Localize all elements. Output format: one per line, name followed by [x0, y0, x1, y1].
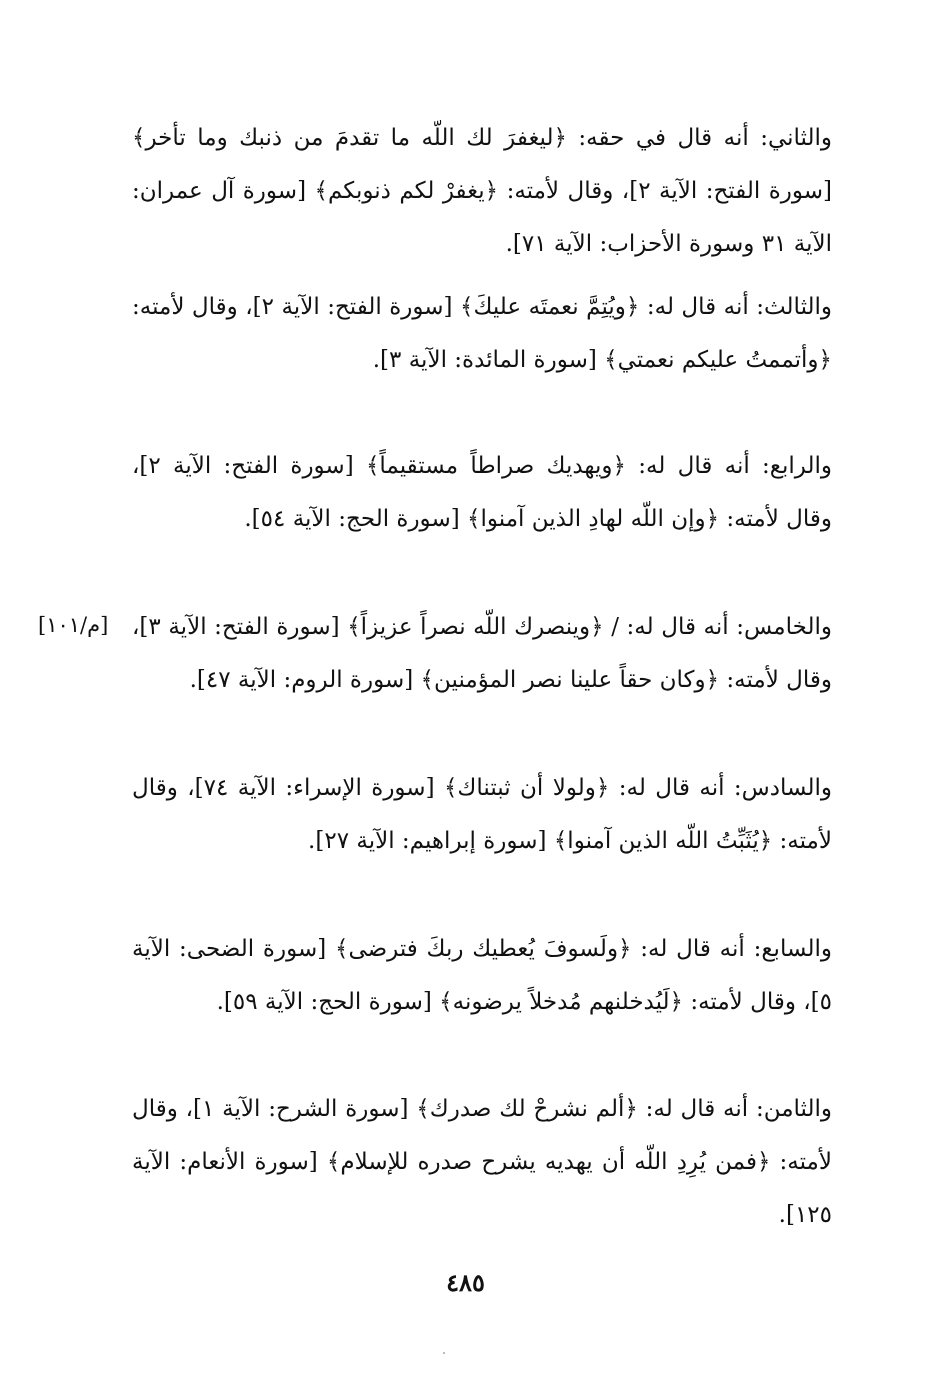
paragraph-fourth — [132, 440, 832, 546]
paragraph-eighth — [132, 1083, 832, 1242]
paragraph-text: والسادس: أنه قال له: ﴿ولولا أن ثبتناك﴾ [سورة الإسراء: الآية ٧٤]، وقال لأمته: ﴿يُثَبِّتُ اللّه الذين آمنوا﴾ [سورة إبراهيم: الآية ٢٧]. — [132, 775, 832, 854]
paragraph-text: والخامس: أنه قال له: / ﴿وينصرك اللّه نصراً عزيزاً﴾ [سورة الفتح: الآية ٣]، وقال لأمته: ﴿وكان حقاً علينا نصر المؤمنين﴾ [سورة الروم: الآية ٤٧]. — [132, 614, 832, 693]
paragraph-second — [132, 112, 832, 271]
paragraph-sixth — [132, 762, 832, 868]
paragraph-fifth — [132, 601, 832, 707]
scan-speck — [443, 1352, 445, 1354]
paragraph-text: والرابع: أنه قال له: ﴿ويهديك صراطاً مستقيماً﴾ [سورة الفتح: الآية ٢]، وقال لأمته: ﴿وإن اللّه لهادِ الذين آمنوا﴾ [سورة الحج: الآية ٥٤]. — [132, 453, 832, 532]
paragraph-third — [132, 281, 832, 387]
paragraph-text: والثاني: أنه قال في حقه: ﴿ليغفرَ لك اللّه ما تقدمَ من ذنبك وما تأخر﴾ [سورة الفتح: الآية ٢]، وقال لأمته: ﴿يغفرْ لكم ذنوبكم﴾ [سورة آل عمران: الآية ٣١ وسورة الأحزاب: الآية ٧١]. — [132, 125, 833, 257]
page-number: ٤٨٥ — [446, 1268, 485, 1297]
paragraph-text: والسابع: أنه قال له: ﴿ولَسوفَ يُعطيك ربكَ فترضى﴾ [سورة الضحى: الآية ٥]، وقال لأمته: ﴿لَيُدخلنهم مُدخلاً يرضونه﴾ [سورة الحج: الآية ٥٩]. — [132, 936, 832, 1015]
manuscript-margin-note: [م/١٠١] — [38, 613, 109, 637]
paragraph-text: والثامن: أنه قال له: ﴿ألم نشرحْ لك صدرك﴾ [سورة الشرح: الآية ١]، وقال لأمته: ﴿فمن يُرِدِ اللّه أن يهديه يشرح صدره للإسلام﴾ [سورة الأنعام: الآية ١٢٥]. — [132, 1096, 832, 1228]
paragraph-seventh — [132, 923, 832, 1029]
paragraph-text: والثالث: أنه قال له: ﴿ويُتِمَّ نعمتَه عليكَ﴾ [سورة الفتح: الآية ٢]، وقال لأمته: ﴿وأتممتُ عليكم نعمتي﴾ [سورة المائدة: الآية ٣]. — [132, 294, 833, 373]
